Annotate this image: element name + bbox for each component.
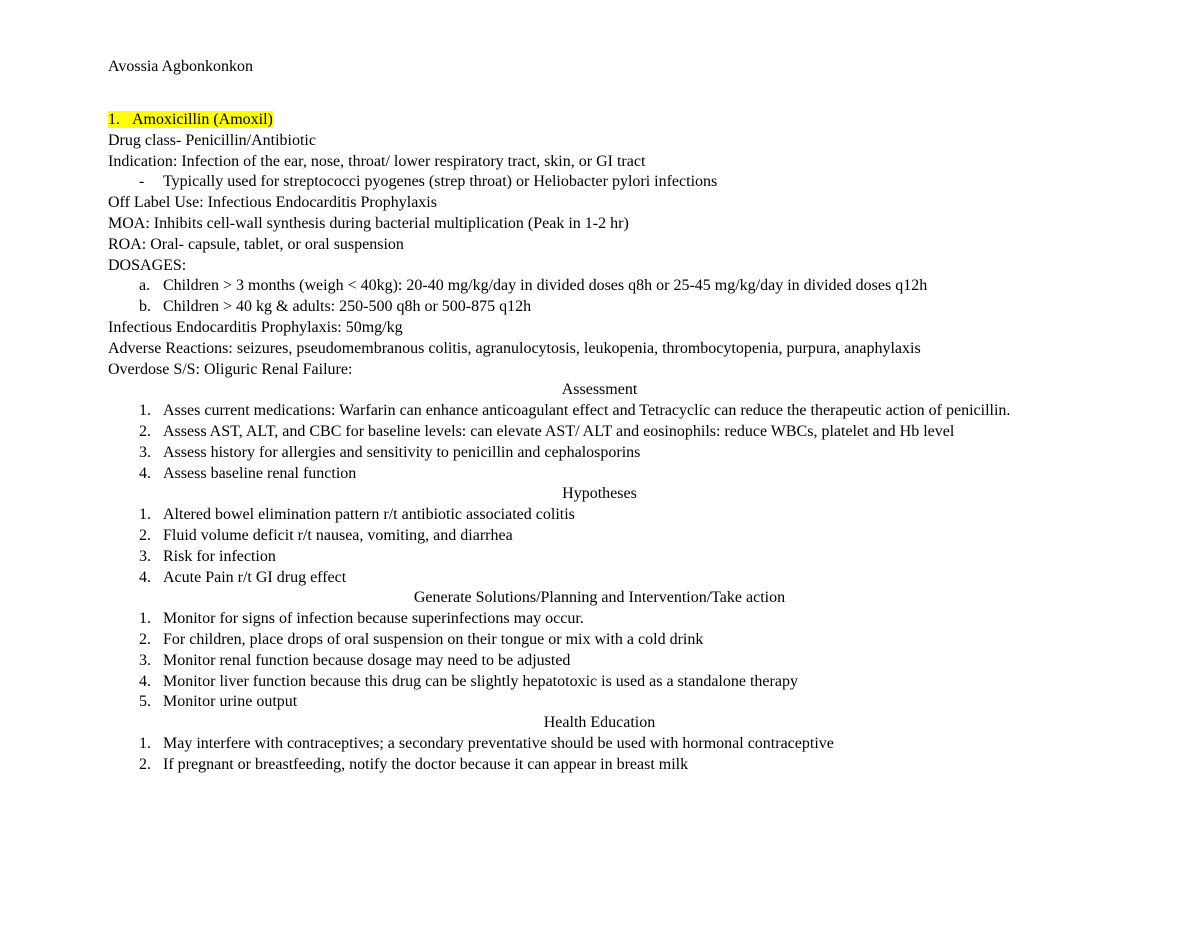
indication: Indication: Infection of the ear, nose, throat/ lower respiratory tract, skin, or GI tract bbox=[108, 152, 646, 170]
list-marker: 2. bbox=[139, 630, 151, 648]
dosage-text: Children > 40 kg & adults: 250-500 q8h or 500-875 q12h bbox=[163, 298, 532, 316]
list-item bbox=[108, 568, 1078, 589]
author-name: Avossia Agbonkonkon bbox=[108, 58, 254, 75]
document-body bbox=[108, 110, 1078, 776]
list-item bbox=[108, 505, 1078, 526]
endocarditis-dose: Infectious Endocarditis Prophylaxis: 50mg/kg bbox=[108, 318, 403, 336]
list-item-text: Assess baseline renal function bbox=[163, 464, 357, 482]
dosage-item bbox=[108, 276, 1078, 297]
list-item bbox=[108, 464, 1078, 485]
list-item bbox=[108, 755, 1078, 776]
list-item-text: If pregnant or breastfeeding, notify the doctor because it can appear in breast milk bbox=[163, 755, 689, 773]
overdose: Overdose S/S: Oliguric Renal Failure: bbox=[108, 360, 353, 378]
list-item-text: Assess AST, ALT, and CBC for baseline levels: can elevate AST/ ALT and eosinophils: reduce WBCs, platelet and Hb level bbox=[163, 422, 955, 440]
dosage-item bbox=[108, 297, 1078, 318]
list-item-text: Monitor liver function because this drug can be slightly hepatotoxic is used as a standalone therapy bbox=[163, 672, 798, 690]
list-item bbox=[108, 422, 1078, 443]
list-item-text: For children, place drops of oral suspension on their tongue or mix with a cold drink bbox=[163, 630, 704, 648]
list-marker: 3. bbox=[139, 443, 151, 461]
list-item-text: Assess history for allergies and sensitivity to penicillin and cephalosporins bbox=[163, 443, 641, 461]
mechanism-of-action: MOA: Inhibits cell-wall synthesis during bacterial multiplication (Peak in 1-2 hr) bbox=[108, 214, 629, 232]
list-item bbox=[108, 692, 1078, 713]
list-item bbox=[108, 547, 1078, 568]
list-item-text: Risk for infection bbox=[163, 547, 276, 565]
drug-heading-highlight bbox=[108, 111, 273, 128]
list-marker: a. bbox=[139, 277, 151, 295]
list-item-text: Altered bowel elimination pattern r/t antibiotic associated colitis bbox=[163, 506, 575, 524]
assessment-heading: Assessment bbox=[561, 381, 638, 399]
list-item-text: Monitor urine output bbox=[163, 693, 298, 711]
list-item-text: Monitor renal function because dosage may need to be adjusted bbox=[163, 651, 571, 669]
drug-class: Drug class- Penicillin/Antibiotic bbox=[108, 131, 316, 149]
list-marker: 1. bbox=[139, 610, 151, 628]
drug-heading-number: 1. bbox=[108, 111, 120, 128]
list-marker: 3. bbox=[139, 547, 151, 565]
hypotheses-heading: Hypotheses bbox=[562, 485, 637, 503]
list-item bbox=[108, 734, 1078, 755]
list-item-text: May interfere with contraceptives; a secondary preventative should be used with hormonal contraceptive bbox=[163, 734, 834, 752]
list-item-text: Monitor for signs of infection because superinfections may occur. bbox=[163, 610, 584, 628]
list-marker: 1. bbox=[139, 734, 151, 752]
list-item bbox=[108, 443, 1078, 464]
list-item-text: Fluid volume deficit r/t nausea, vomiting, and diarrhea bbox=[163, 526, 513, 544]
list-marker: 4. bbox=[139, 568, 151, 586]
adverse-reactions: Adverse Reactions: seizures, pseudomembranous colitis, agranulocytosis, leukopenia, thrombocytopenia, purpura, anaphylaxis bbox=[108, 339, 921, 357]
list-marker: 2. bbox=[139, 422, 151, 440]
list-item bbox=[108, 401, 1063, 422]
list-item bbox=[108, 526, 1078, 547]
list-marker: 4. bbox=[139, 672, 151, 690]
list-item bbox=[108, 672, 1078, 693]
list-item bbox=[108, 630, 1078, 651]
list-item bbox=[108, 609, 1078, 630]
list-marker: 4. bbox=[139, 464, 151, 482]
list-marker: 3. bbox=[139, 651, 151, 669]
list-marker: 1. bbox=[139, 506, 151, 524]
list-item-text: Acute Pain r/t GI drug effect bbox=[163, 568, 347, 586]
indication-note-text: Typically used for streptococci pyogenes (strep throat) or Heliobacter pylori infections bbox=[163, 173, 718, 191]
education-heading: Health Education bbox=[543, 714, 656, 732]
list-marker: 2. bbox=[139, 526, 151, 544]
list-marker: 2. bbox=[139, 755, 151, 773]
dosage-text: Children > 3 months (weigh < 40kg): 20-40 mg/kg/day in divided doses q8h or 25-45 mg/kg/day in divided doses q12h bbox=[163, 277, 928, 295]
off-label-use: Off Label Use: Infectious Endocarditis Prophylaxis bbox=[108, 194, 437, 212]
list-marker: 1. bbox=[139, 402, 151, 420]
solutions-heading: Generate Solutions/Planning and Intervention/Take action bbox=[413, 589, 786, 607]
list-marker: 5. bbox=[139, 693, 151, 711]
route-of-administration: ROA: Oral- capsule, tablet, or oral suspension bbox=[108, 235, 404, 253]
list-marker: b. bbox=[139, 298, 151, 316]
dosages-label: DOSAGES: bbox=[108, 256, 187, 274]
list-item bbox=[108, 651, 1078, 672]
bullet-marker: - bbox=[139, 173, 145, 191]
drug-heading-title: Amoxicillin (Amoxil) bbox=[132, 111, 273, 128]
list-item-text: Asses current medications: Warfarin can enhance anticoagulant effect and Tetracyclic can reduce the therapeutic action of penicillin. bbox=[163, 402, 1011, 420]
indication-note bbox=[108, 172, 1078, 193]
drug-heading bbox=[108, 110, 1078, 131]
